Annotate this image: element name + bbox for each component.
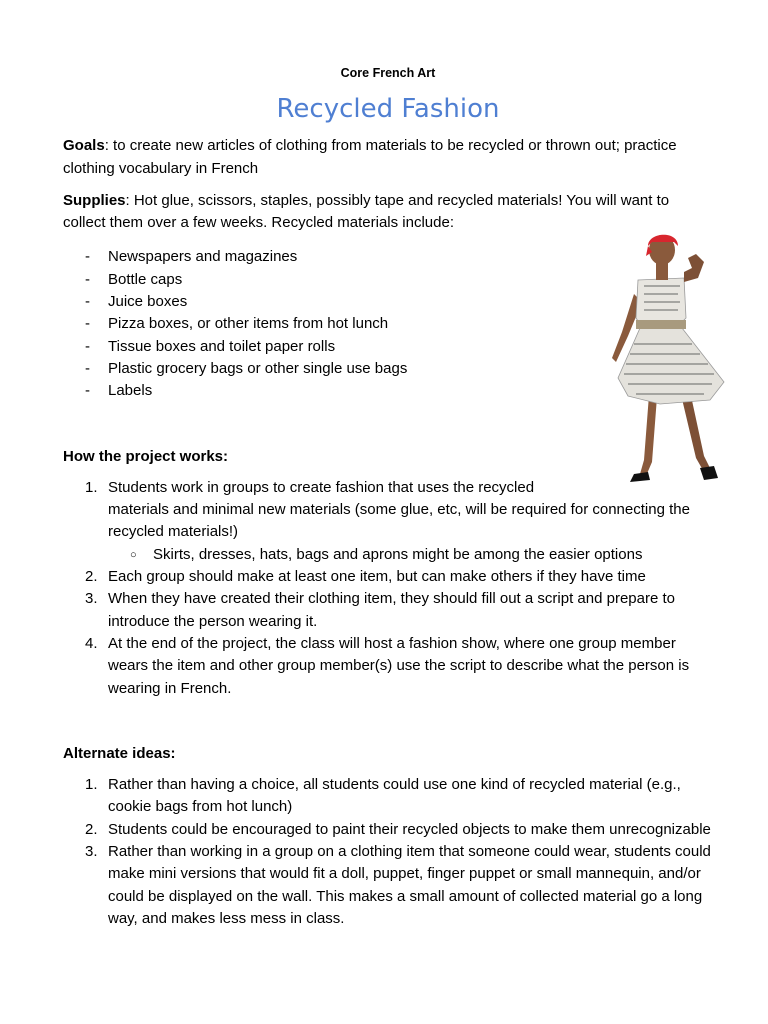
list-item: - Pizza boxes, or other items from hot lunch: [63, 313, 563, 335]
page-title: Recycled Fashion: [276, 94, 500, 125]
list-item: [63, 588, 713, 633]
list-number: 2.: [85, 568, 98, 586]
step-text: Each group should make at least one item, but can make others if they have time: [108, 568, 646, 586]
list-item: - Plastic grocery bags or other single use bags: [63, 358, 563, 380]
step-text: Students work in groups to create fashion that uses the recycled: [108, 478, 535, 496]
list-item: - Juice boxes: [63, 291, 563, 313]
step-text: At the end of the project, the class will host a fashion show, where one group member wears the item and other group member(s) use the script to describe what the person is wearing in French.: [108, 634, 690, 697]
list-item: [63, 841, 713, 930]
list-number: 3.: [85, 590, 98, 608]
sub-list-item: ○ Skirts, dresses, hats, bags and aprons might be among the easier options: [63, 544, 713, 566]
supplies-label: Supplies: [63, 191, 126, 209]
list-number: 3.: [85, 843, 98, 861]
list-item: [63, 633, 713, 700]
step-text-continued: materials and minimal new materials (some glue, etc, will be required for connecting the recycled materials!): [108, 501, 690, 541]
goals-text: : to create new articles of clothing from materials to be recycled or thrown out; practice clothing vocabulary in French: [63, 137, 677, 177]
alternate-heading: Alternate ideas:: [63, 744, 176, 762]
list-number: 1.: [85, 776, 98, 794]
list-item: [63, 477, 713, 566]
materials-list: [63, 246, 563, 402]
list-item: - Bottle caps: [63, 269, 563, 291]
list-item: - Labels: [63, 380, 563, 402]
list-item: [63, 566, 713, 588]
alternate-ideas-list: [63, 774, 713, 930]
idea-text: Students could be encouraged to paint their recycled objects to make them unrecognizable: [108, 820, 711, 838]
list-item: [63, 774, 713, 819]
project-steps-list: [63, 477, 713, 700]
list-number: 2.: [85, 820, 98, 838]
sub-list: [108, 544, 713, 566]
idea-text: Rather than working in a group on a clothing item that someone could wear, students could make mini versions that would fit a doll, puppet, finger puppet or small mannequin, and/or could be displayed on the wall. This makes a small amount of collected material go a long way, and makes less mess in class.: [108, 843, 711, 927]
list-item: [63, 819, 713, 841]
list-item: - Tissue boxes and toilet paper rolls: [63, 336, 563, 358]
recycled-dress-model-image: [600, 232, 732, 488]
supplies-paragraph: [63, 190, 713, 235]
idea-text: Rather than having a choice, all students could use one kind of recycled material (e.g., cookie bags from hot lunch): [108, 776, 681, 816]
course-name: Core French Art: [340, 66, 436, 80]
step-text: When they have created their clothing item, they should fill out a script and prepare to introduce the person wearing it.: [108, 590, 675, 630]
supplies-text: : Hot glue, scissors, staples, possibly tape and recycled materials! You will want to collect them over a few weeks. Recycled materials include:: [63, 191, 670, 232]
list-number: 1.: [85, 478, 98, 496]
how-heading: How the project works:: [63, 447, 229, 465]
document-page: [63, 62, 713, 930]
goals-label: Goals: [63, 137, 105, 155]
list-number: 4.: [85, 634, 98, 652]
list-item: - Newspapers and magazines: [63, 246, 563, 268]
goals-paragraph: [63, 135, 713, 180]
